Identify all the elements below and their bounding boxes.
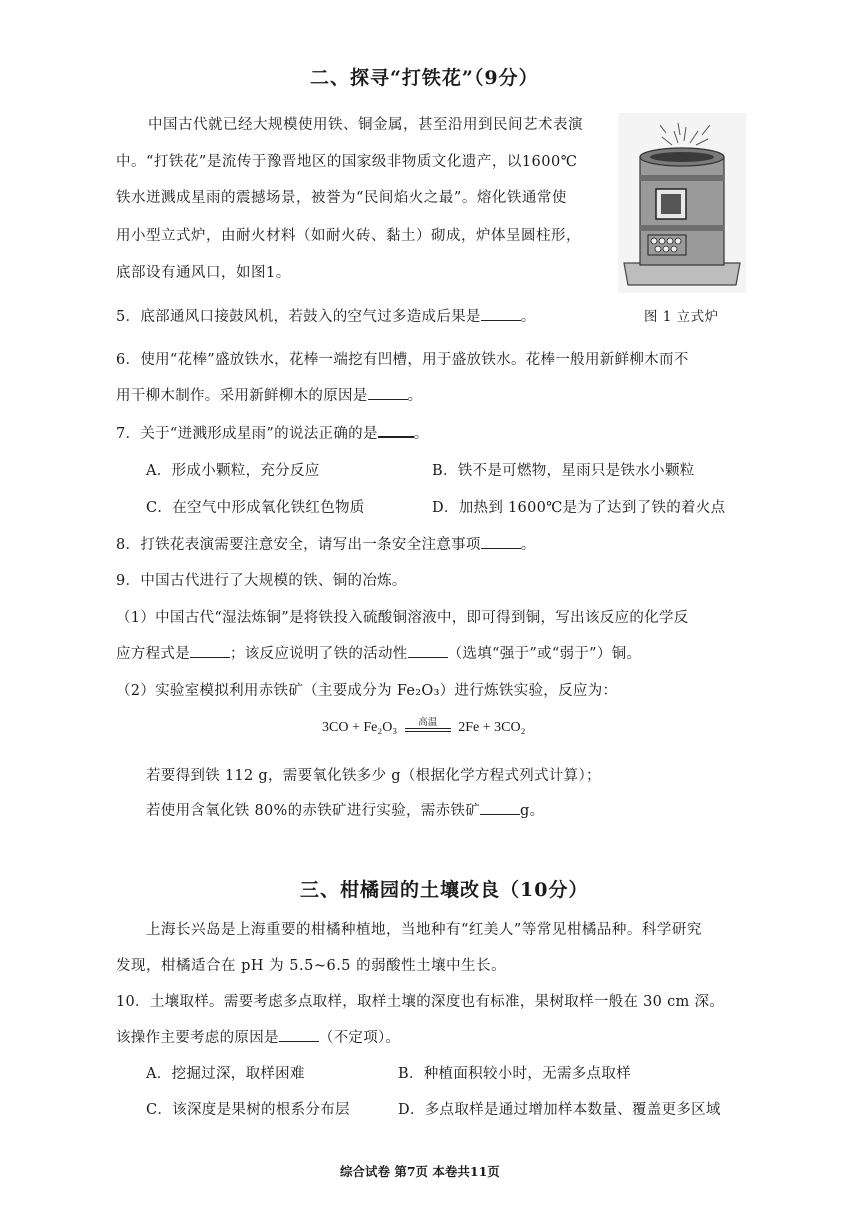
option-d[interactable]: D．加热到 1600℃是为了达到了铁的着火点	[432, 500, 726, 516]
intro-line: 底部设有通风口，如图1。	[116, 265, 291, 281]
question-text: 应方程式是	[116, 646, 190, 662]
question-text: 5．底部通风口接鼓风机，若鼓入的空气过多造成后果是	[116, 309, 481, 325]
question-text: 该操作主要考虑的原因是	[116, 1030, 279, 1046]
option-b[interactable]: B．铁不是可燃物，星雨只是铁水小颗粒	[432, 463, 695, 479]
punctuation: 。	[413, 426, 429, 442]
reaction-arrow	[405, 720, 451, 736]
question-8	[116, 533, 536, 554]
reaction-condition: 高温	[418, 718, 438, 728]
furnace-figure	[618, 113, 746, 293]
intro-line: 中。“打铁花”是流传于豫晋地区的国家级非物质文化遗产，以1600℃	[116, 154, 578, 170]
option-a[interactable]: A．形成小颗粒，充分反应	[146, 463, 320, 479]
question-text: 用干柳木制作。采用新鲜柳木的原因是	[116, 388, 368, 404]
question-10-line2	[116, 1026, 400, 1047]
option-d[interactable]: D．多点取样是通过增加样本数量、覆盖更多区域	[398, 1102, 721, 1118]
punctuation: 。	[407, 388, 423, 404]
punctuation: 。	[520, 309, 536, 325]
answer-blank[interactable]	[279, 1029, 319, 1042]
question-text: （不定项）。	[318, 1030, 401, 1046]
question-7	[116, 422, 429, 443]
question-text: ；该反应说明了铁的活动性	[230, 646, 408, 662]
option-c[interactable]: C．在空气中形成氧化铁红色物质	[146, 500, 365, 516]
answer-blank[interactable]	[481, 536, 521, 549]
intro-line: 铁水迸溅成星雨的震撼场景，被誉为“民间焰火之最”。熔化铁通常使	[116, 190, 567, 206]
answer-blank[interactable]	[190, 645, 230, 658]
question-text: 8．打铁花表演需要注意安全，请写出一条安全注意事项	[116, 537, 481, 553]
intro-line: 中国古代就已经大规模使用铁、铜金属，甚至沿用到民间艺术表演	[148, 117, 583, 133]
answer-blank[interactable]	[408, 645, 448, 658]
option-a[interactable]: A．挖掘过深，取样困难	[146, 1066, 305, 1082]
option-b[interactable]: B．种植面积较小时，无需多点取样	[398, 1066, 631, 1082]
answer-blank[interactable]	[378, 424, 414, 438]
question-text: 7．关于“迸溅形成星雨”的说法正确的是	[116, 426, 378, 442]
page-footer: 综合试卷 第7页 本卷共11页	[340, 1164, 500, 1179]
intro-line: 上海长兴岛是上海重要的柑橘种植地，当地种有“红美人”等常见柑橘品种。科学研究	[146, 922, 702, 938]
figure-caption: 图 1 立式炉	[644, 309, 719, 325]
question-6-line2	[116, 384, 422, 405]
question-5	[116, 305, 536, 326]
question-text: 若使用含氧化铁 80%的赤铁矿进行实验，需赤铁矿	[146, 803, 481, 819]
chemical-equation	[322, 720, 525, 736]
question-9-part2: （2）实验室模拟利用赤铁矿（主要成分为 Fe₂O₃）进行炼铁实验，反应为：	[116, 683, 618, 699]
furnace-illustration	[618, 113, 746, 293]
question-9-part1-line2	[116, 642, 641, 663]
question-9: 9．中国古代进行了大规模的铁、铜的冶炼。	[116, 573, 407, 589]
section-title: 二、探寻“打铁花”（9分）	[310, 67, 539, 89]
question-text: （选填“强于”或“弱于”）铜。	[447, 646, 642, 662]
answer-blank[interactable]	[480, 802, 520, 815]
question-text: g。	[520, 803, 545, 819]
intro-line: 发现，柑橘适合在 pH 为 5.5~6.5 的弱酸性土壤中生长。	[116, 958, 507, 974]
option-c[interactable]: C．该深度是果树的根系分布层	[146, 1102, 350, 1118]
question-6-line1: 6．使用“花棒”盛放铁水，花棒一端挖有凹槽，用于盛放铁水。花棒一般用新鲜柳木而不	[116, 352, 689, 368]
question-10-line1: 10．土壤取样。需要考虑多点取样，取样土壤的深度也有标准，果树取样一般在 30 cm 深。	[116, 994, 725, 1010]
punctuation: 。	[520, 537, 536, 553]
answer-blank[interactable]	[481, 308, 521, 321]
intro-line: 用小型立式炉，由耐火材料（如耐火砖、黏土）砌成，炉体呈圆柱形，	[116, 228, 581, 244]
question-9-calc2	[146, 799, 544, 820]
question-9-part1-line1: （1）中国古代“湿法炼铜”是将铁投入硫酸铜溶液中，即可得到铜，写出该反应的化学反	[116, 610, 689, 626]
question-9-calc1: 若要得到铁 112 g，需要氧化铁多少 g（根据化学方程式列式计算）；	[146, 768, 601, 784]
equation-products: 2Fe + 3CO₂	[458, 720, 526, 736]
equation-reactants: 3CO + Fe₂O₃	[322, 720, 398, 736]
answer-blank[interactable]	[368, 387, 408, 400]
section-title: 三、柑橘园的土壤改良（10分）	[300, 879, 589, 901]
